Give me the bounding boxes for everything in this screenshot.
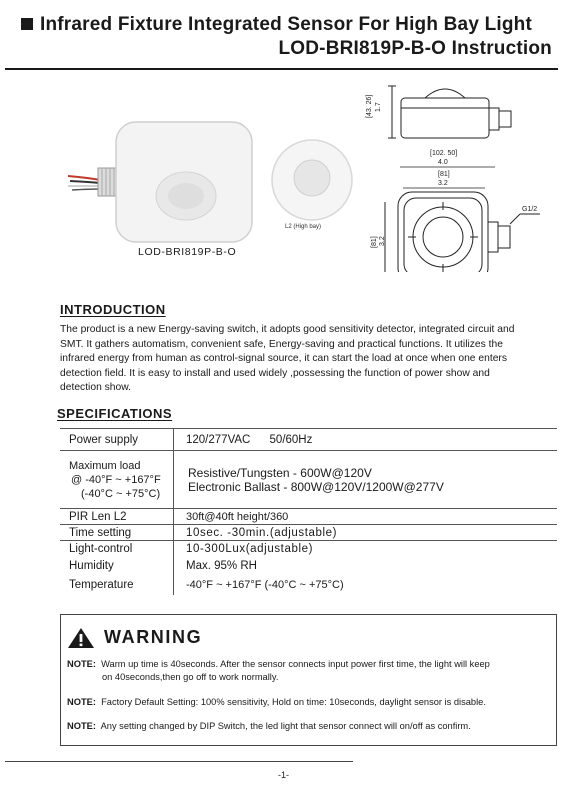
note-text: Any setting changed by DIP Switch, the led light that sensor connect will on/off as confirm. xyxy=(100,721,471,731)
spec-label: Maximum load xyxy=(69,459,141,472)
note-text: Warm up time is 40seconds. After the sensor connects input power first time, the light will keep xyxy=(101,659,490,669)
spec-label-line3: (-40°C ~ +75°C) xyxy=(81,487,161,500)
spec-label-line2: @ -40°F ~ +167°F xyxy=(71,473,161,486)
dim-height-in: 1.7 xyxy=(375,102,382,112)
specifications-heading: SPECIFICATIONS xyxy=(57,406,173,421)
side-view-drawing xyxy=(388,86,511,138)
note-tag: NOTE: xyxy=(67,697,96,707)
warning-title: WARNING xyxy=(104,627,203,647)
thread-nipple xyxy=(98,168,118,196)
spec-value: Max. 95% RH xyxy=(186,560,257,572)
specifications-table xyxy=(60,428,557,595)
dim-width-in: 4.0 xyxy=(438,159,448,166)
footer-divider xyxy=(5,761,353,762)
dim-width: [102. 50] xyxy=(430,150,458,157)
warning-note xyxy=(67,658,553,684)
warning-note xyxy=(67,720,553,733)
spec-label: PIR Len L2 xyxy=(60,509,174,525)
table-row xyxy=(60,525,557,541)
title-bullet xyxy=(21,18,33,30)
page-title: Infrared Fixture Integrated Sensor For High Bay Light xyxy=(40,14,532,35)
spec-value-line2: Electronic Ballast - 800W@120V/1200W@277V xyxy=(188,479,444,494)
table-row xyxy=(60,557,557,576)
title-divider xyxy=(5,68,558,70)
spec-value: Resistive/Tungsten - 600W@120V xyxy=(188,465,372,480)
table-row xyxy=(60,429,557,451)
spec-label: Power supply xyxy=(60,429,174,451)
spec-value: 10-300Lux(adjustable) xyxy=(174,541,558,557)
lens-caption: L2 (High bay) xyxy=(285,224,322,230)
spec-label: Time setting xyxy=(60,525,174,541)
spec-label: Temperature xyxy=(60,576,174,595)
front-view-drawing xyxy=(385,192,540,272)
model-caption: LOD-BRI819P-B-O xyxy=(138,246,237,258)
dim-inner: [81] xyxy=(438,171,450,178)
dim-side: [81] xyxy=(371,236,378,248)
introduction-text: The product is a new Energy-saving switch, it adopts good sensitivity detector, integrated circuit and SMT. It gathers automatism, convenient safe, Energy-saving and practical functions. It utilizes the infrared energy from human as control-signal source, it can start the load at once when one enters detection field. It is easy to install and used widely ,possessing the function of power show and detection show. xyxy=(60,324,515,394)
spec-value: 10sec. -30min.(adjustable) xyxy=(174,525,558,541)
table-row xyxy=(60,576,557,595)
thread-label: G1/2 xyxy=(522,206,538,213)
product-illustration xyxy=(0,72,562,272)
warning-note xyxy=(67,696,553,709)
note-tag: NOTE: xyxy=(67,721,96,731)
table-row xyxy=(60,509,557,525)
dim-inner-in: 3.2 xyxy=(438,180,448,187)
spec-value: 120/277VAC 50/60Hz xyxy=(174,429,558,451)
spec-value: 30ft@40ft height/360 xyxy=(174,509,558,525)
note-tag: NOTE: xyxy=(67,659,96,669)
warning-triangle-icon xyxy=(67,627,95,649)
introduction-heading: INTRODUCTION xyxy=(60,302,166,317)
spec-label: Light-control xyxy=(60,541,174,557)
spec-label: Humidity xyxy=(60,557,174,576)
spec-value: -40°F ~ +167°F (-40°C ~ +75°C) xyxy=(186,579,344,591)
sensor-wires xyxy=(68,176,100,190)
dim-side-in: 3.2 xyxy=(379,236,386,246)
note-text-line2: on 40seconds,then go off to work normally. xyxy=(102,672,279,682)
dim-height: [43. 26] xyxy=(366,94,373,118)
table-row xyxy=(60,541,557,557)
page-number: -1- xyxy=(278,770,289,780)
page-subtitle: LOD-BRI819P-B-O Instruction xyxy=(278,38,552,59)
table-row xyxy=(60,451,557,509)
note-text: Factory Default Setting: 100% sensitivity, Hold on time: 10seconds, daylight sensor is disable. xyxy=(101,697,486,707)
